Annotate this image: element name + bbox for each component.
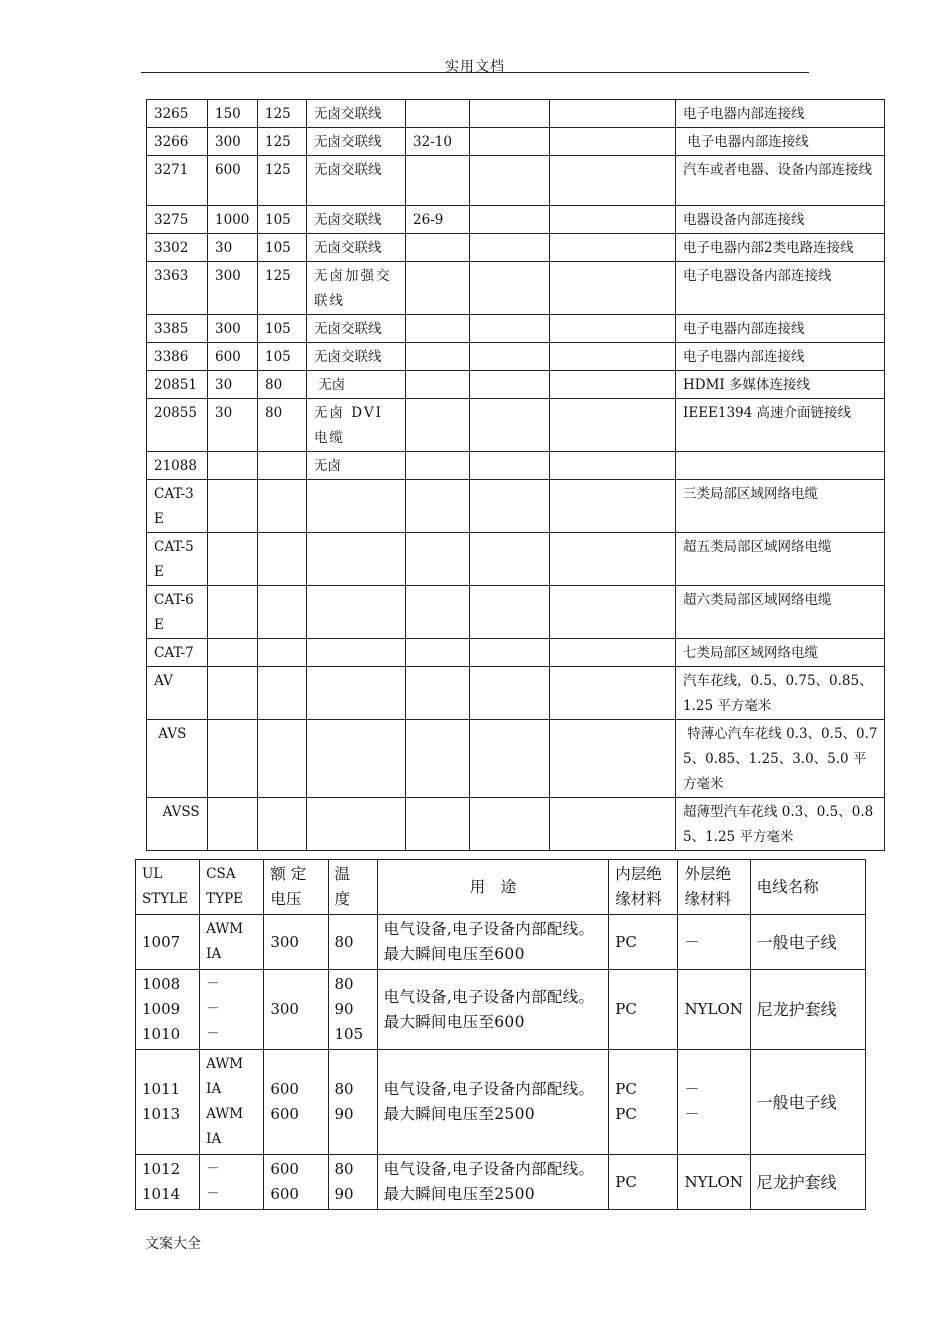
- cell-temperature: 80: [258, 371, 307, 399]
- cell-gauge: [406, 156, 470, 206]
- cell-usage: 特薄心汽车花线 0.3、0.5、0.75、0.85、1.25、3.0、5.0 平方毫米: [676, 720, 885, 798]
- cell-col7: [550, 480, 676, 533]
- cell-wire-name: 尼龙护套线: [750, 1155, 865, 1210]
- cell-gauge: [406, 371, 470, 399]
- cell-col7: [550, 234, 676, 262]
- header-voltage: 额 定 电压: [264, 860, 328, 915]
- cell-ul-style: 1007: [136, 915, 200, 970]
- table-row: [147, 206, 885, 234]
- cell-usage: 电子电器内部2类电路连接线: [676, 234, 885, 262]
- cell-gauge: 32-10: [406, 128, 470, 156]
- cell-col6: [470, 315, 550, 343]
- cell-voltage: 600 600: [264, 1155, 328, 1210]
- cell-style-code: AV: [147, 667, 208, 720]
- wire-style-table: [146, 99, 885, 851]
- cell-usage: 电子电器内部连接线: [676, 343, 885, 371]
- cell-temperature: 105: [258, 315, 307, 343]
- ul-style-table-body: [136, 860, 866, 1210]
- cell-style-code: 3363: [147, 262, 208, 315]
- table-row: [136, 1050, 866, 1155]
- table-row: [147, 798, 885, 851]
- cell-style-code: 3385: [147, 315, 208, 343]
- cell-voltage: 30: [208, 234, 258, 262]
- cell-temperature: 80 90 105: [328, 970, 377, 1050]
- cell-usage: 超五类局部区域网络电缆: [676, 533, 885, 586]
- header-inner-insulation: 内层绝 缘材料: [609, 860, 678, 915]
- cell-voltage: 300: [208, 262, 258, 315]
- ul-style-table: [135, 859, 866, 1210]
- cell-material: 无卤交联线: [307, 156, 406, 206]
- cell-style-code: AVSS: [147, 798, 208, 851]
- cell-ul-style: 1008 1009 1010: [136, 970, 200, 1050]
- cell-style-code: 21088: [147, 452, 208, 480]
- table-row: [147, 156, 885, 206]
- cell-usage: 电子电器内部连接线: [676, 315, 885, 343]
- cell-voltage: 300: [208, 315, 258, 343]
- cell-gauge: [406, 798, 470, 851]
- cell-purpose: 电气设备,电子设备内部配线。最大瞬间电压至2500: [377, 1155, 609, 1210]
- cell-col7: [550, 452, 676, 480]
- cell-col7: [550, 371, 676, 399]
- table-row: [147, 533, 885, 586]
- cell-temperature: [258, 586, 307, 639]
- cell-usage: 电器设备内部连接线: [676, 206, 885, 234]
- cell-usage: 七类局部区域网络电缆: [676, 639, 885, 667]
- cell-temperature: [258, 452, 307, 480]
- cell-csa-type: AWM IA AWM IA: [200, 1050, 264, 1155]
- cell-csa-type: － －: [200, 1155, 264, 1210]
- table-row: [147, 343, 885, 371]
- cell-usage: 电子电器设备内部连接线: [676, 262, 885, 315]
- cell-temperature: [258, 533, 307, 586]
- cell-wire-name: 一般电子线: [750, 1050, 865, 1155]
- table-row: [147, 100, 885, 128]
- cell-style-code: 3302: [147, 234, 208, 262]
- cell-col7: [550, 206, 676, 234]
- header-outer-insulation: 外层绝 缘材料: [678, 860, 750, 915]
- header-temperature: 温 度: [328, 860, 377, 915]
- cell-gauge: [406, 399, 470, 452]
- cell-gauge: [406, 667, 470, 720]
- cell-material: 无卤交联线: [307, 128, 406, 156]
- cell-temperature: 80: [328, 915, 377, 970]
- cell-material: 无卤交联线: [307, 100, 406, 128]
- cell-voltage: 600 600: [264, 1050, 328, 1155]
- table-row: [136, 915, 866, 970]
- header-row: [136, 860, 866, 915]
- cell-voltage: 300: [264, 970, 328, 1050]
- cell-col7: [550, 343, 676, 371]
- cell-col6: [470, 100, 550, 128]
- cell-usage: 汽车花线，0.5、0.75、0.85、1.25 平方毫米: [676, 667, 885, 720]
- cell-gauge: [406, 586, 470, 639]
- cell-usage: IEEE1394 高速介面链接线: [676, 399, 885, 452]
- cell-col6: [470, 480, 550, 533]
- cell-col7: [550, 667, 676, 720]
- cell-temperature: [258, 798, 307, 851]
- cell-style-code: CAT-7: [147, 639, 208, 667]
- cell-style-code: CAT-3E: [147, 480, 208, 533]
- cell-voltage: [208, 667, 258, 720]
- cell-material: [307, 798, 406, 851]
- cell-usage: 三类局部区域网络电缆: [676, 480, 885, 533]
- cell-material: 无卤加强交联线: [307, 262, 406, 315]
- cell-style-code: 3275: [147, 206, 208, 234]
- table-row: [136, 970, 866, 1050]
- cell-voltage: 300: [208, 128, 258, 156]
- cell-voltage: 300: [264, 915, 328, 970]
- cell-style-code: 3271: [147, 156, 208, 206]
- cell-ul-style: 1011 1013: [136, 1050, 200, 1155]
- cell-voltage: 600: [208, 156, 258, 206]
- cell-temperature: [258, 480, 307, 533]
- cell-wire-name: 一般电子线: [750, 915, 865, 970]
- cell-usage: 超薄型汽车花线 0.3、0.5、0.85、1.25 平方毫米: [676, 798, 885, 851]
- cell-temperature: 105: [258, 206, 307, 234]
- cell-purpose: 电气设备,电子设备内部配线。最大瞬间电压至600: [377, 970, 609, 1050]
- cell-material: 无卤 DVI 电缆: [307, 399, 406, 452]
- cell-usage: 电子电器内部连接线: [676, 128, 885, 156]
- cell-material: [307, 720, 406, 798]
- cell-col6: [470, 533, 550, 586]
- cell-voltage: [208, 452, 258, 480]
- cell-material: 无卤交联线: [307, 206, 406, 234]
- table-row: [147, 128, 885, 156]
- cell-style-code: AVS: [147, 720, 208, 798]
- table-row: [147, 234, 885, 262]
- cell-style-code: CAT-6E: [147, 586, 208, 639]
- cell-col7: [550, 586, 676, 639]
- cell-col7: [550, 100, 676, 128]
- page-header-title: 实用文档: [445, 59, 505, 75]
- cell-col7: [550, 315, 676, 343]
- cell-temperature: 125: [258, 128, 307, 156]
- cell-col6: [470, 798, 550, 851]
- cell-col6: [470, 128, 550, 156]
- cell-col6: [470, 639, 550, 667]
- page-footer-text: 文案大全: [145, 1236, 201, 1252]
- header-csa-type: CSA TYPE: [200, 860, 264, 915]
- cell-temperature: 80 90: [328, 1155, 377, 1210]
- cell-usage: 超六类局部区域网络电缆: [676, 586, 885, 639]
- cell-col6: [470, 399, 550, 452]
- cell-gauge: [406, 452, 470, 480]
- cell-outer-insulation: NYLON: [678, 1155, 750, 1210]
- table-row: [136, 1155, 866, 1210]
- table-row: [147, 586, 885, 639]
- header-purpose: 用 途: [377, 860, 609, 915]
- cell-col7: [550, 720, 676, 798]
- cell-gauge: [406, 315, 470, 343]
- cell-material: 无卤交联线: [307, 315, 406, 343]
- cell-gauge: [406, 343, 470, 371]
- cell-material: [307, 533, 406, 586]
- cell-purpose: 电气设备,电子设备内部配线。最大瞬间电压至600: [377, 915, 609, 970]
- cell-style-code: 3266: [147, 128, 208, 156]
- cell-temperature: 105: [258, 234, 307, 262]
- cell-col7: [550, 399, 676, 452]
- cell-usage: HDMI 多媒体连接线: [676, 371, 885, 399]
- table-row: [147, 371, 885, 399]
- cell-gauge: [406, 639, 470, 667]
- cell-voltage: [208, 586, 258, 639]
- cell-inner-insulation: PC PC: [609, 1050, 678, 1155]
- cell-temperature: 125: [258, 262, 307, 315]
- cell-col6: [470, 343, 550, 371]
- cell-gauge: [406, 234, 470, 262]
- header-wire-name: 电线名称: [750, 860, 865, 915]
- cell-style-code: 20851: [147, 371, 208, 399]
- cell-voltage: [208, 480, 258, 533]
- cell-temperature: 80: [258, 399, 307, 452]
- cell-temperature: [258, 720, 307, 798]
- cell-col7: [550, 156, 676, 206]
- cell-usage: [676, 452, 885, 480]
- cell-col7: [550, 798, 676, 851]
- cell-col7: [550, 128, 676, 156]
- cell-outer-insulation: NYLON: [678, 970, 750, 1050]
- table-row: [147, 452, 885, 480]
- cell-temperature: [258, 639, 307, 667]
- cell-usage: 电子电器内部连接线: [676, 100, 885, 128]
- cell-temperature: 125: [258, 100, 307, 128]
- cell-temperature: 125: [258, 156, 307, 206]
- cell-gauge: [406, 533, 470, 586]
- cell-col6: [470, 156, 550, 206]
- cell-material: [307, 480, 406, 533]
- cell-col6: [470, 371, 550, 399]
- cell-gauge: [406, 720, 470, 798]
- cell-wire-name: 尼龙护套线: [750, 970, 865, 1050]
- cell-temperature: [258, 667, 307, 720]
- cell-col6: [470, 667, 550, 720]
- header-divider: [141, 72, 809, 73]
- cell-style-code: 3386: [147, 343, 208, 371]
- cell-col7: [550, 533, 676, 586]
- table-row: [147, 639, 885, 667]
- cell-material: 无卤: [307, 452, 406, 480]
- cell-style-code: 3265: [147, 100, 208, 128]
- cell-temperature: 80 90: [328, 1050, 377, 1155]
- wire-style-table-body: [147, 100, 885, 851]
- cell-voltage: 30: [208, 371, 258, 399]
- cell-inner-insulation: PC: [609, 970, 678, 1050]
- cell-voltage: 1000: [208, 206, 258, 234]
- cell-col7: [550, 639, 676, 667]
- header-ul-style: UL STYLE: [136, 860, 200, 915]
- cell-material: [307, 667, 406, 720]
- cell-voltage: 600: [208, 343, 258, 371]
- cell-col6: [470, 262, 550, 315]
- cell-col6: [470, 234, 550, 262]
- cell-col6: [470, 206, 550, 234]
- cell-voltage: 150: [208, 100, 258, 128]
- cell-col6: [470, 452, 550, 480]
- cell-col6: [470, 586, 550, 639]
- table-row: [147, 315, 885, 343]
- cell-gauge: [406, 480, 470, 533]
- cell-material: 无卤交联线: [307, 234, 406, 262]
- cell-voltage: [208, 798, 258, 851]
- cell-voltage: [208, 639, 258, 667]
- cell-gauge: [406, 100, 470, 128]
- cell-csa-type: AWM IA: [200, 915, 264, 970]
- cell-voltage: [208, 720, 258, 798]
- cell-col6: [470, 720, 550, 798]
- cell-material: 无卤交联线: [307, 343, 406, 371]
- cell-usage: 汽车或者电器、设备内部连接线: [676, 156, 885, 206]
- cell-style-code: 20855: [147, 399, 208, 452]
- cell-style-code: CAT-5E: [147, 533, 208, 586]
- table-row: [147, 720, 885, 798]
- cell-csa-type: － － －: [200, 970, 264, 1050]
- cell-gauge: 26-9: [406, 206, 470, 234]
- cell-ul-style: 1012 1014: [136, 1155, 200, 1210]
- table-row: [147, 667, 885, 720]
- cell-inner-insulation: PC: [609, 1155, 678, 1210]
- cell-inner-insulation: PC: [609, 915, 678, 970]
- cell-purpose: 电气设备,电子设备内部配线。最大瞬间电压至2500: [377, 1050, 609, 1155]
- table-row: [147, 262, 885, 315]
- cell-voltage: [208, 533, 258, 586]
- cell-material: [307, 639, 406, 667]
- table-row: [147, 480, 885, 533]
- cell-outer-insulation: －: [678, 915, 750, 970]
- cell-temperature: 105: [258, 343, 307, 371]
- cell-gauge: [406, 262, 470, 315]
- cell-material: [307, 586, 406, 639]
- cell-col7: [550, 262, 676, 315]
- table-row: [147, 399, 885, 452]
- cell-outer-insulation: － －: [678, 1050, 750, 1155]
- cell-voltage: 30: [208, 399, 258, 452]
- cell-material: 无卤: [307, 371, 406, 399]
